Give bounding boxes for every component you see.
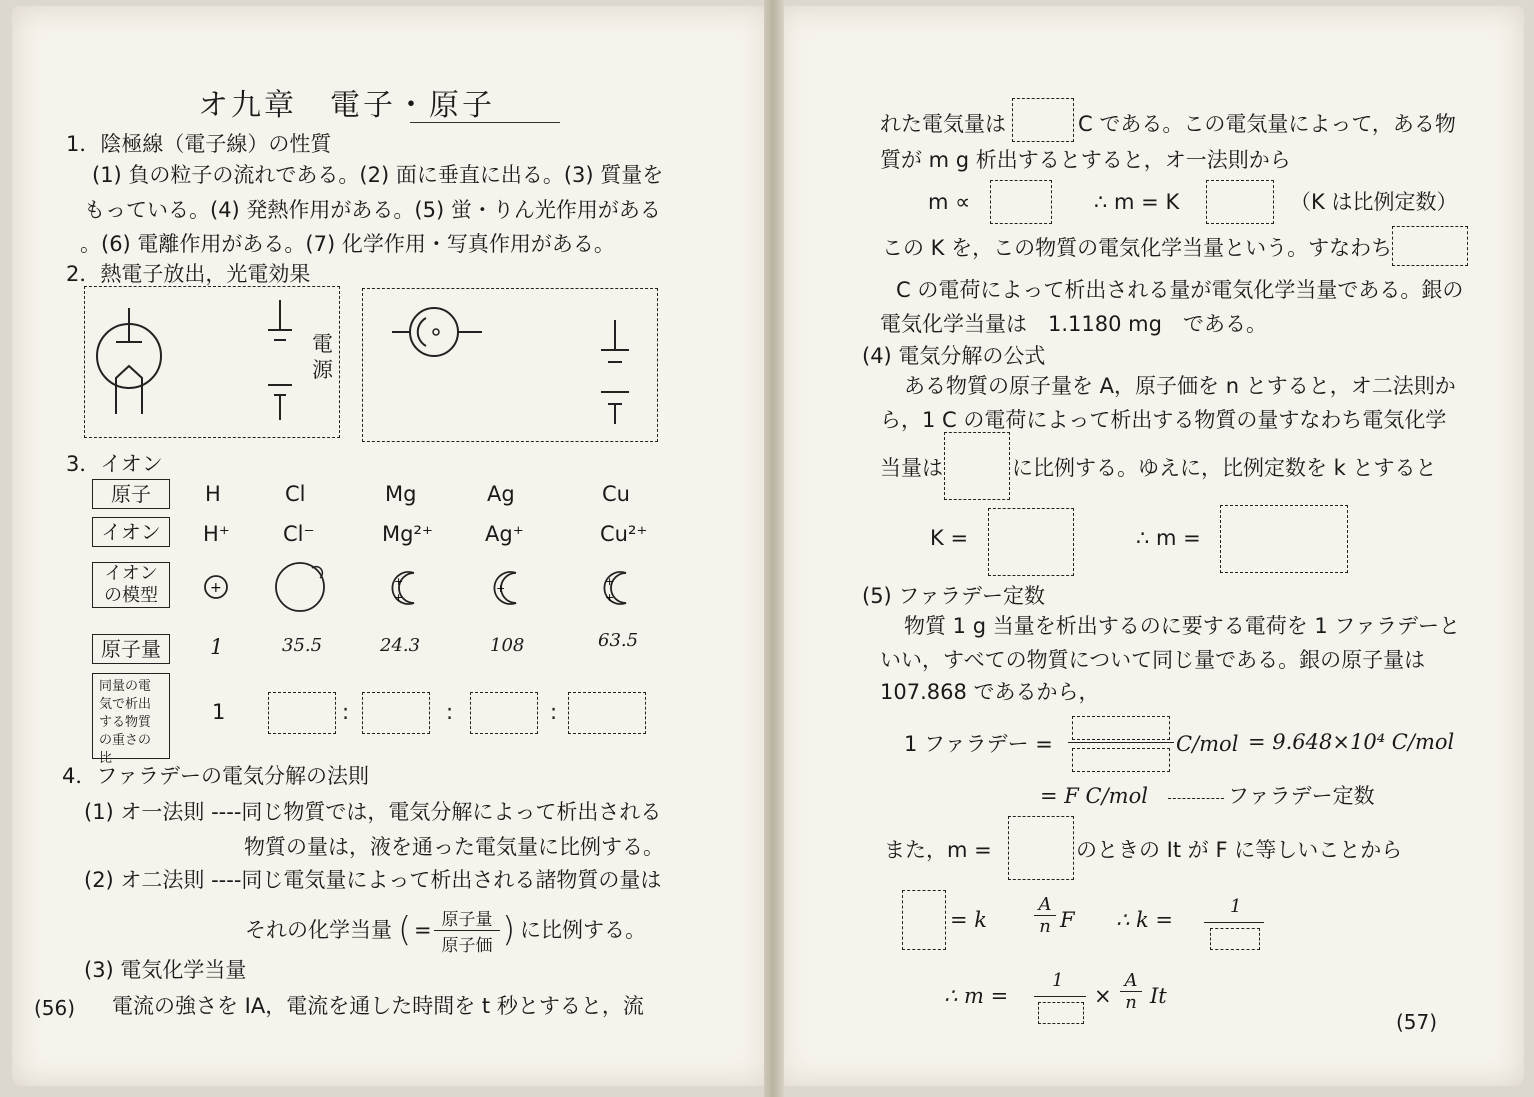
faraday-lhs: 1 ファラデー = <box>904 732 1053 756</box>
r-line-3a: m ∝ <box>928 190 971 214</box>
ion-cu: Cu²⁺ <box>600 522 648 546</box>
blank-faraday-denominator <box>1072 748 1170 772</box>
cu-ion-model-icon <box>604 572 626 604</box>
s4-4-line-3a: 当量は <box>880 456 943 480</box>
ion-ag: Ag⁺ <box>485 522 524 546</box>
s1-line-2: もっている。(4) 発熱作用がある。(5) 蛍・りん光作用がある <box>84 198 661 222</box>
atom-cl: Cl <box>285 482 306 506</box>
weight-cl: 35.5 <box>282 635 323 656</box>
r-line-1b: C である。この電気量によって，ある物 <box>1078 112 1456 136</box>
faraday-fraction-bar <box>1068 742 1174 743</box>
s1-line-1: (1) 負の粒子の流れである。(2) 面に垂直に出る。(3) 質量を <box>92 163 664 187</box>
s4-4-line-1: ある物質の原子量を A，原子価を n とすると，オ二法則か <box>904 374 1456 398</box>
law-2-fraction <box>434 905 500 956</box>
atom-mg: Mg <box>385 482 417 506</box>
cl-ion-model-icon <box>276 563 324 611</box>
f5-it: It <box>1150 984 1167 1008</box>
ratio-sep-2: : <box>446 700 454 724</box>
ratio-first: 1 <box>212 700 226 724</box>
svg-text:+: + <box>210 580 222 596</box>
f4-k-fraction-bar <box>1204 922 1264 923</box>
mg-ion-model-icon <box>392 572 414 604</box>
row-label-atom: 原子 <box>92 479 170 509</box>
ratio-blank-cl <box>268 692 336 734</box>
atom-h: H <box>205 482 221 506</box>
section-4-heading: 4．ファラデーの電気分解の法則 <box>62 764 369 788</box>
row-label-ion: イオン <box>92 517 170 547</box>
section-1-heading: 1．陰極線（電子線）の性質 <box>66 132 332 156</box>
title-underline <box>410 122 560 123</box>
s4-4-line-3b: に比例する。ゆえに，比例定数を k とすると <box>1012 456 1437 480</box>
law-1-line-1: (1) オ一法則 ----同じ物質では，電気分解によって析出される <box>84 800 662 824</box>
s4-5-line-3: 107.868 であるから， <box>880 680 1100 704</box>
blank-proportional-2 <box>944 432 1010 500</box>
law-2-prefix: それの化学当量 <box>245 918 392 942</box>
section-3-heading: 3．イオン <box>66 452 163 476</box>
blank-faraday-numerator <box>1072 716 1170 740</box>
r-line-2: 質が m g 析出するとすると，オ一法則から <box>880 148 1291 172</box>
r-line-3b: ∴ m = K <box>1094 190 1180 214</box>
weight-cu: 63.5 <box>598 630 639 651</box>
section-4-3-heading: (3) 電気化学当量 <box>84 958 247 982</box>
faraday-unit: C/mol <box>1176 732 1239 756</box>
s1-line-3: 。(6) 電離作用がある。(7) 化学作用・写真作用がある。 <box>80 232 615 256</box>
ratio-blank-ag <box>470 692 538 734</box>
section-2-heading: 2．熱電子放出，光電効果 <box>66 262 311 286</box>
f4-k-equals: ∴ k = <box>1116 908 1174 932</box>
power-label-1: 電 <box>312 332 333 356</box>
faraday-f: = F C/mol <box>1040 784 1148 808</box>
r-line-1a: れた電気量は <box>880 112 1006 136</box>
m-equals-1: ∴ m = <box>1136 526 1201 550</box>
s4-3-last-line: 電流の強さを IA，電流を通した時間を t 秒とすると，流 <box>112 994 644 1018</box>
ratio-sep-1: : <box>342 700 350 724</box>
section-4-5-heading: (5) ファラデー定数 <box>862 584 1046 608</box>
law-2-numerator: 原子量 <box>441 910 493 930</box>
s4-5-line-2: いい，すべての物質について同じ量である。銀の原子量は <box>880 648 1426 672</box>
ion-h: H⁺ <box>203 522 230 546</box>
atom-ag: Ag <box>487 482 515 506</box>
law-2-suffix: に比例する。 <box>520 918 646 942</box>
dashed-arrow-line <box>1168 798 1224 799</box>
page-number-right: (57) <box>1396 1010 1438 1034</box>
f5-fraction <box>1120 970 1142 1013</box>
f4-equals-k: = k <box>950 908 987 932</box>
ratio-blank-cu <box>568 692 646 734</box>
blank-m-condition <box>1008 816 1074 880</box>
ag-ion-model-icon <box>494 572 516 604</box>
ratio-sep-3: : <box>550 700 558 724</box>
weight-h: 1 <box>210 635 224 659</box>
svg-text:+: + <box>394 591 404 604</box>
ion-model-icons <box>196 570 676 620</box>
weight-mg: 24.3 <box>380 635 421 656</box>
weight-ag: 108 <box>490 635 525 656</box>
battery-icon <box>595 320 635 430</box>
f4-fraction <box>1034 894 1056 937</box>
svg-text:+: + <box>496 582 506 595</box>
power-source-battery-icon <box>260 300 300 430</box>
chapter-title: オ九章 電子・原子 <box>198 88 495 123</box>
h-ion-model-icon <box>205 576 227 598</box>
atom-cu: Cu <box>602 482 630 506</box>
blank-proportional <box>990 180 1052 224</box>
r-line-4: この K を，この物質の電気化学当量という。すなわち <box>882 236 1393 260</box>
faraday-value: = 9.648×10⁴ C/mol <box>1248 730 1455 754</box>
page-number-left: (56) <box>34 996 76 1020</box>
r-line-5: C の電荷によって析出される量が電気化学当量である。銀の <box>896 278 1464 302</box>
ion-cl: Cl⁻ <box>283 522 315 546</box>
blank-lhs-amount <box>902 890 946 950</box>
f3-line-b: のときの It が F に等しいことから <box>1076 838 1403 862</box>
f5-denominator: n <box>1125 992 1137 1013</box>
ratio-blank-mg <box>362 692 430 734</box>
row-label-ratio: 同量の電気で析出する物質の重さの比 <box>92 673 170 759</box>
row-label-ion-model: イオンの模型 <box>92 562 170 608</box>
s4-4-line-2: ら，1 C の電荷によって析出する物質の量すなわち電気化学 <box>880 408 1447 432</box>
paren-close: ) <box>502 910 516 950</box>
blank-f5-denominator <box>1038 1002 1084 1024</box>
paren-open: ( <box>398 910 412 950</box>
law-2-denominator: 原子価 <box>441 936 493 956</box>
r-line-6: 電気化学当量は 1.1180 mg である。 <box>880 312 1267 336</box>
f5-fraction-bar <box>1034 996 1086 997</box>
f5-numerator: A <box>1124 970 1138 991</box>
r-line-3c: （K は比例定数） <box>1290 190 1458 214</box>
k-equals: K = <box>930 526 969 550</box>
f5-one: 1 <box>1052 970 1064 991</box>
law-2-line-1: (2) オ二法則 ----同じ電気量によって析出される諸物質の量は <box>84 868 662 892</box>
blank-definition <box>1392 226 1468 266</box>
f4-numerator: A <box>1038 894 1052 915</box>
f4-one: 1 <box>1230 896 1242 917</box>
svg-text:+: + <box>605 575 615 588</box>
blank-charge-q <box>1012 98 1074 142</box>
row-label-atomic-weight: 原子量 <box>92 634 170 664</box>
f4-denominator: n <box>1039 916 1051 937</box>
ion-mg: Mg²⁺ <box>382 522 433 546</box>
f3-line-a: また，m = <box>884 838 992 862</box>
power-label-2: 源 <box>312 358 333 382</box>
svg-text:+: + <box>605 591 615 604</box>
equals-sign: = <box>414 918 432 942</box>
book-gutter <box>764 0 784 1097</box>
blank-k-value <box>988 508 1074 576</box>
section-4-4-heading: (4) 電気分解の公式 <box>862 344 1046 368</box>
f5-m-equals: ∴ m = <box>944 984 1009 1008</box>
blank-k-denominator <box>1210 928 1260 950</box>
s4-5-line-1: 物質 1 g 当量を析出するのに要する電荷を 1 ファラデーと <box>904 614 1461 638</box>
faraday-constant-note: ファラデー定数 <box>1228 784 1375 808</box>
law-1-line-2: 物質の量は，液を通った電気量に比例する。 <box>244 835 664 859</box>
svg-text:+: + <box>394 575 404 588</box>
f4-f: F <box>1060 908 1075 932</box>
blank-k-times <box>1206 180 1274 224</box>
f5-times: × <box>1094 984 1112 1008</box>
blank-m-value <box>1220 505 1348 573</box>
